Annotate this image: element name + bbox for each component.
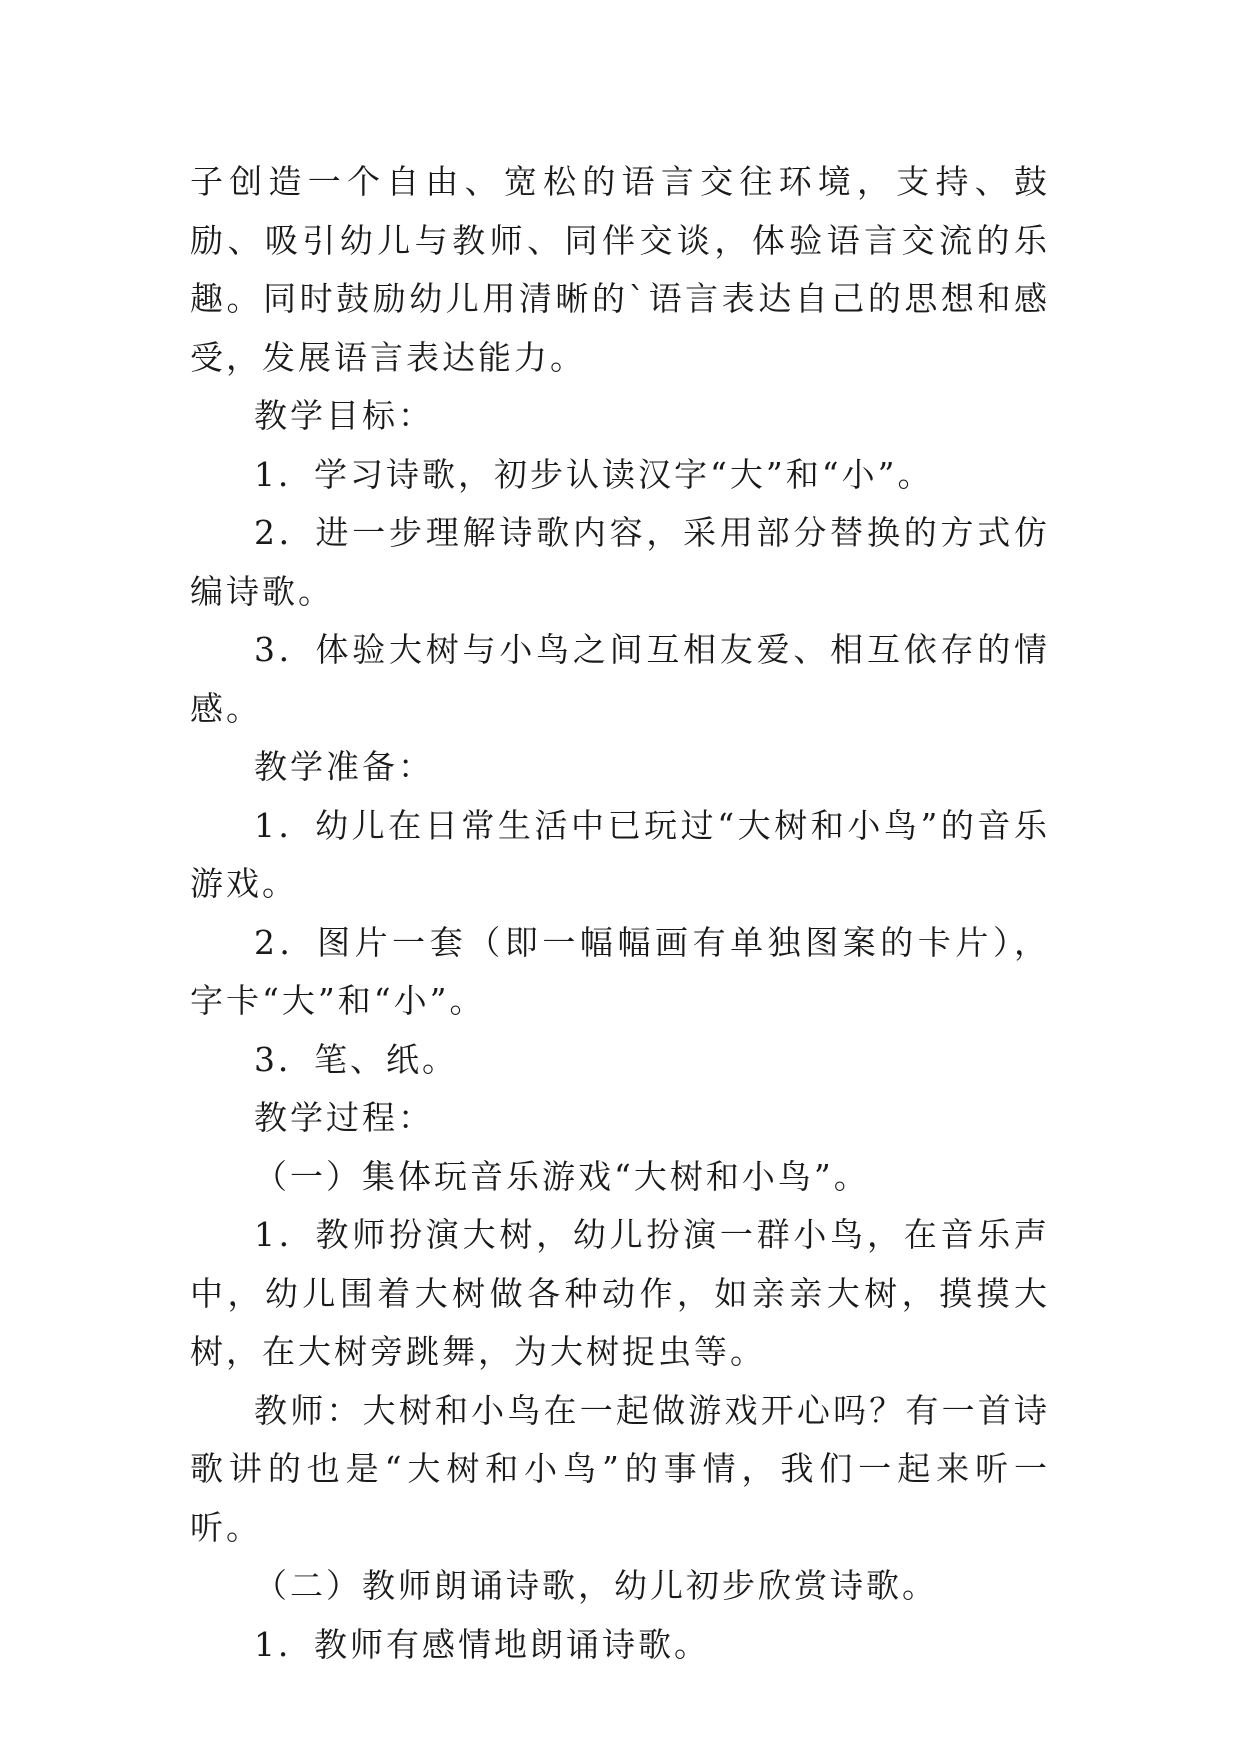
process-step-2-1: 1．教师有感情地朗诵诗歌。 — [254, 1624, 710, 1664]
process-section-1: （一）集体玩音乐游戏“大树和小鸟”。 — [254, 1156, 870, 1196]
goal-item-2: 2．进一步理解诗歌内容，采用部分替换的方式仿编诗歌。 — [190, 513, 1050, 611]
goal-item-3: 3．体验大树与小鸟之间互相友爱、相互依存的情感。 — [190, 630, 1050, 728]
heading-teaching-goals: 教学目标： — [254, 396, 434, 435]
preparation-item-2: 2．图片一套（即一幅幅画有单独图案的卡片），字卡“大”和“小”。 — [190, 922, 1050, 1020]
document-body — [190, 153, 1050, 1674]
teacher-dialogue: 教师：大树和小鸟在一起做游戏开心吗？有一首诗歌讲的也是“大树和小鸟”的事情，我们一起来听一听。 — [190, 1390, 1050, 1547]
goal-item-1: 1．学习诗歌，初步认读汉字“大”和“小”。 — [254, 454, 934, 494]
process-section-2: （二）教师朗诵诗歌，幼儿初步欣赏诗歌。 — [254, 1566, 938, 1605]
heading-teaching-process: 教学过程： — [254, 1098, 434, 1137]
preparation-item-1: 1．幼儿在日常生活中已玩过“大树和小鸟”的音乐游戏。 — [190, 805, 1050, 903]
paragraph-intro-continuation: 子创造一个自由、宽松的语言交往环境，支持、鼓励、吸引幼儿与教师、同伴交谈，体验语言交流的乐趣。同时鼓励幼儿用清晰的`语言表达自己的思想和感受，发展语言表达能力。 — [190, 162, 1050, 377]
preparation-item-3: 3．笔、纸。 — [254, 1039, 458, 1079]
process-step-1-1: 1．教师扮演大树，幼儿扮演一群小鸟，在音乐声中，幼儿围着大树做各种动作，如亲亲大树，摸摸大树，在大树旁跳舞，为大树捉虫等。 — [190, 1215, 1050, 1371]
heading-teaching-preparation: 教学准备： — [254, 747, 434, 786]
